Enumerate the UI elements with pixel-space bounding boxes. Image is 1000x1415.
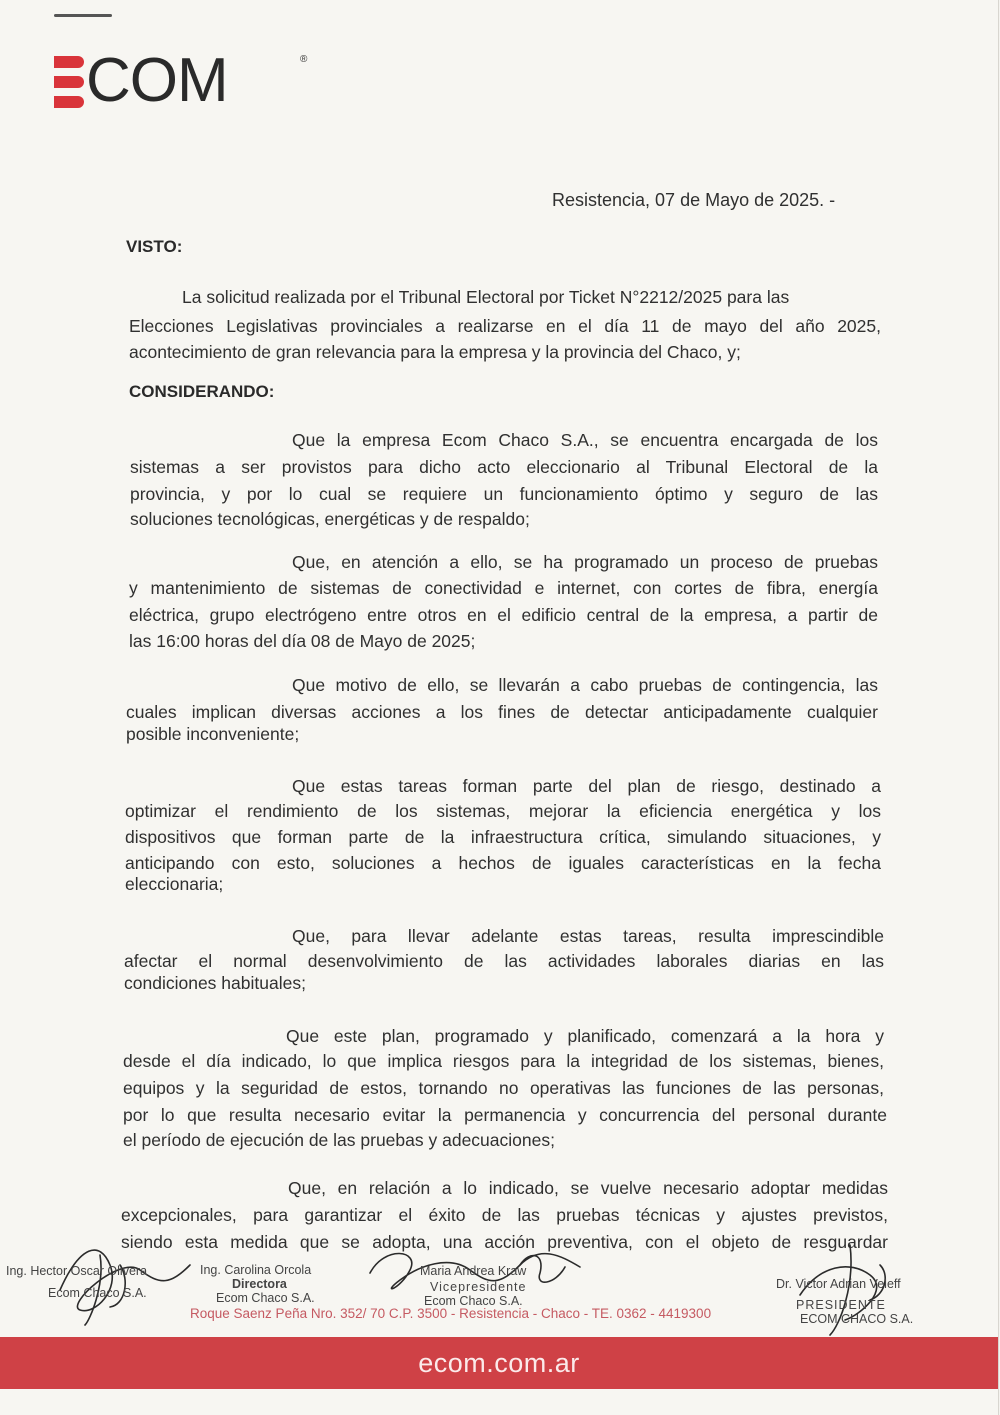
footer-band: [0, 1337, 998, 1389]
signature-4-org: ECOM CHACO S.A.: [800, 1312, 914, 1326]
paragraph-4-line-5: eleccionaria;: [125, 874, 224, 894]
paragraph-6-line-4: por lo que resulta necesario evitar la permanencia y concurrencia del personal durante: [123, 1105, 887, 1125]
paragraph-2-line-2: y mantenimiento de sistemas de conectividad e internet, con cortes de fibra, energía: [129, 578, 878, 598]
logo-text: COM: [86, 46, 228, 115]
registered-mark: ®: [300, 54, 308, 65]
signature-4-role: PRESIDENTE: [796, 1298, 886, 1312]
paragraph-1-line-1: Que la empresa Ecom Chaco S.A., se encuentra encargada de los: [292, 430, 878, 450]
paragraph-6-line-2: desde el día indicado, lo que implica riesgos para la integridad de los sistemas, bienes,: [123, 1051, 884, 1071]
signature-3-name: Maria Andrea Kraw: [420, 1264, 527, 1278]
paragraph-1-line-2: sistemas a ser provistos para dicho acto eleccionario al Tribunal Electoral de la: [130, 457, 878, 477]
signature-4-name: Dr. Victor Adrian Veleff: [776, 1277, 901, 1291]
paragraph-6-line-1: Que este plan, programado y planificado, comenzará a la hora y: [286, 1026, 884, 1046]
paragraph-1-line-4: soluciones tecnológicas, energéticas y de respaldo;: [130, 509, 530, 529]
paragraph-7-line-2: excepcionales, para garantizar el éxito de las pruebas técnicas y ajustes previstos,: [121, 1205, 888, 1225]
paragraph-7-line-3: siendo esta medida que se adopta, una acción preventiva, con el objeto de resguardar: [121, 1232, 888, 1252]
logo-bars-icon: [54, 56, 84, 108]
date-line: Resistencia, 07 de Mayo de 2025. -: [552, 190, 836, 210]
signature-1-name: Ing. Hector Oscar Olivera: [6, 1264, 148, 1278]
signature-2-org: Ecom Chaco S.A.: [216, 1291, 315, 1305]
scan-mark: [54, 14, 112, 17]
footer-website[interactable]: ecom.com.ar: [418, 1347, 580, 1378]
visto-line-3: acontecimiento de gran relevancia para la empresa y la provincia del Chaco, y;: [129, 342, 741, 362]
paragraph-5-line-1: Que, para llevar adelante estas tareas, resulta imprescindible: [292, 926, 884, 946]
signature-3-org: Ecom Chaco S.A.: [424, 1294, 523, 1308]
paragraph-2-line-1: Que, en atención a ello, se ha programado un proceso de pruebas: [292, 552, 878, 572]
paragraph-7-line-1: Que, en relación a lo indicado, se vuelve necesario adoptar medidas: [288, 1178, 888, 1198]
signature-3-role: Vicepresidente: [430, 1280, 527, 1294]
paragraph-3-line-3: posible inconveniente;: [126, 724, 300, 744]
paragraph-6-line-3: equipos y la seguridad de estos, tornando no operativas las funciones de las personas,: [123, 1078, 884, 1098]
visto-heading: VISTO:: [126, 237, 183, 256]
paragraph-3-line-2: cuales implican diversas acciones a los fines de detectar anticipadamente cualquier: [126, 702, 878, 722]
visto-line-2: Elecciones Legislativas provinciales a realizarse en el día 11 de mayo del año 2025,: [129, 316, 881, 336]
paragraph-4-line-1: Que estas tareas forman parte del plan de riesgo, destinado a: [292, 776, 881, 796]
paragraph-2-line-4: las 16:00 horas del día 08 de Mayo de 2025;: [129, 631, 476, 651]
paragraph-6-line-5: el período de ejecución de las pruebas y adecuaciones;: [123, 1130, 555, 1150]
paragraph-4-line-3: dispositivos que forman parte de la infraestructura crítica, simulando situaciones, y: [125, 827, 881, 847]
paragraph-3-line-1: Que motivo de ello, se llevarán a cabo pruebas de contingencia, las: [292, 675, 878, 695]
visto-line-1: La solicitud realizada por el Tribunal Electoral por Ticket N°2212/2025 para las: [182, 287, 790, 307]
paragraph-4-line-2: optimizar el rendimiento de los sistemas, mejorar la eficiencia energética y los: [125, 801, 881, 821]
paragraph-2-line-3: eléctrica, grupo electrógeno entre otros en el edificio central de la empresa, a partir de: [129, 605, 878, 625]
considerando-heading: CONSIDERANDO:: [129, 382, 275, 401]
footer-address: Roque Saenz Peña Nro. 352/ 70 C.P. 3500 - Resistencia - Chaco - TE. 0362 - 4419300: [190, 1306, 712, 1321]
signature-1-org: Ecom Chaco S.A.: [48, 1286, 147, 1300]
paragraph-5-line-3: condiciones habituales;: [124, 973, 306, 993]
paragraph-4-line-4: anticipando con esto, soluciones a hechos de iguales características en la fecha: [125, 853, 881, 873]
signature-2-name: Ing. Carolina Orcola: [200, 1263, 312, 1277]
paragraph-5-line-2: afectar el normal desenvolvimiento de las actividades laborales diarias en las: [124, 951, 884, 971]
paragraph-1-line-3: provincia, y por lo cual se requiere un funcionamiento óptimo y seguro de las: [130, 484, 878, 504]
signature-2-role: Directora: [232, 1277, 287, 1291]
